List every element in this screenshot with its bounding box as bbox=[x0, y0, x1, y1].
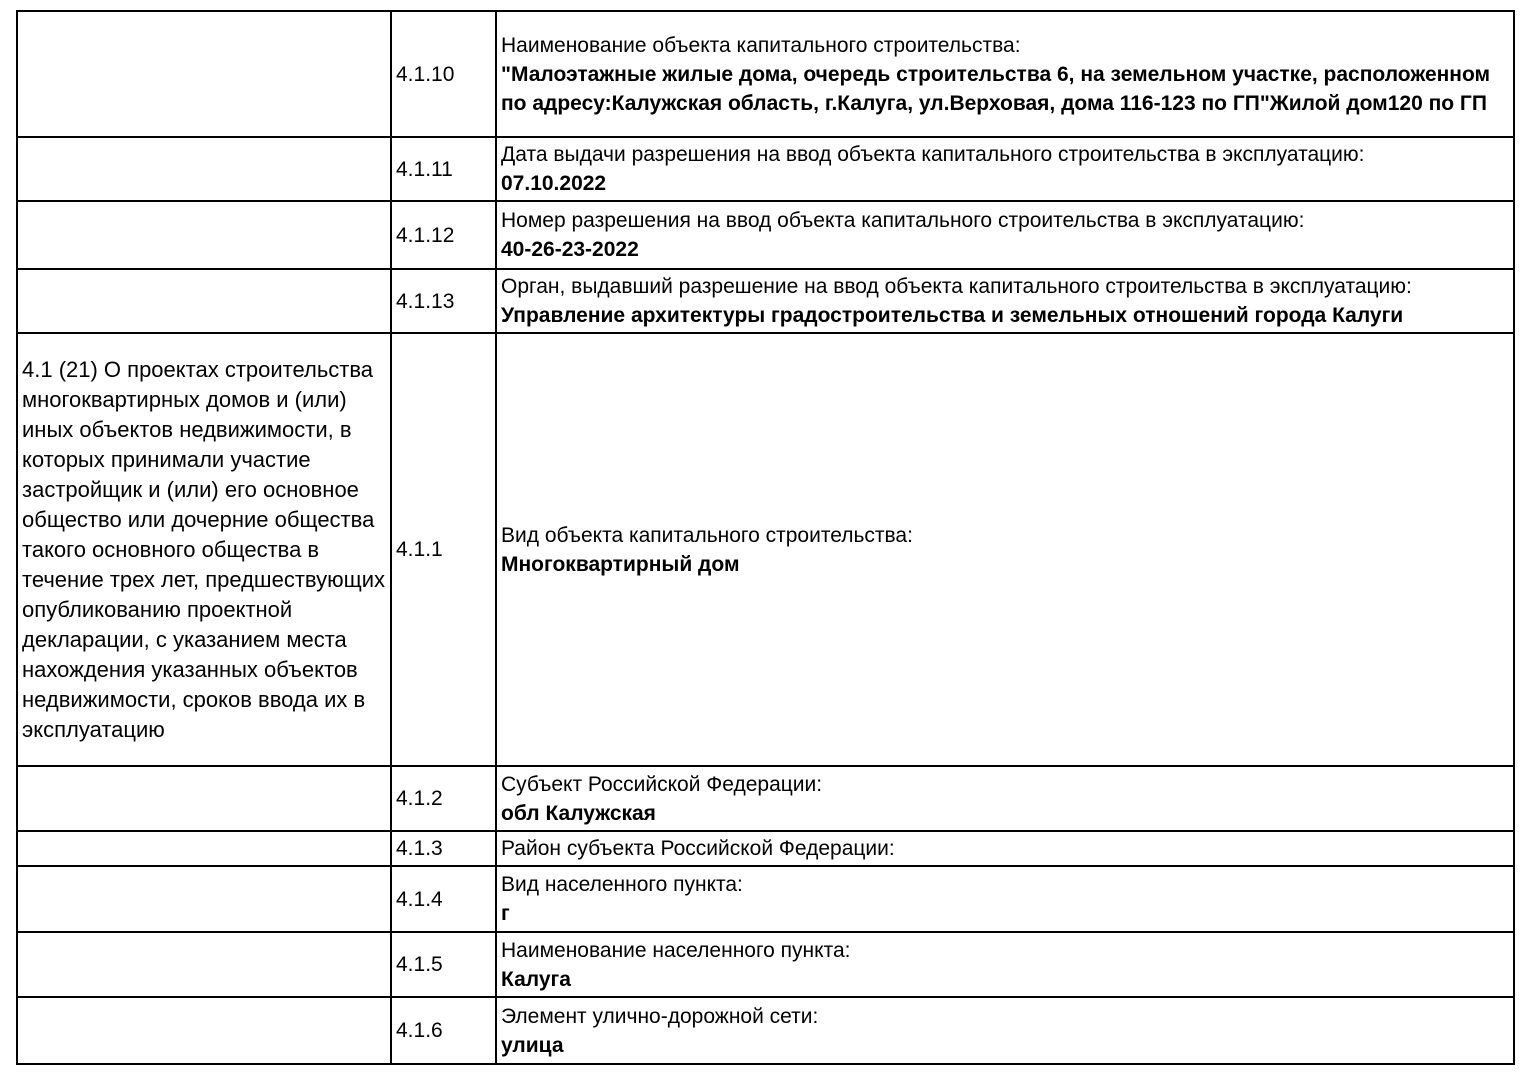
table-row bbox=[17, 269, 1514, 333]
field-value: 07.10.2022 bbox=[501, 172, 607, 195]
row-code: 4.1.10 bbox=[391, 11, 496, 137]
row-code: 4.1.4 bbox=[391, 866, 496, 932]
row-content bbox=[496, 866, 1514, 932]
field-label: Дата выдачи разрешения на ввод объекта капитального строительства в эксплуатацию: bbox=[501, 143, 1365, 166]
section-cell: 4.1 (21) О проектах строительства многоквартирных домов и (или) иных объектов недвижимости, в которых принимали участие застройщик и (или) его основное общество или дочерние общества такого основного общества в течение трех лет, предшествующих опубликованию проектной декларации, с указанием места нахождения указанных объектов недвижимости, сроков ввода их в эксплуатацию bbox=[17, 333, 391, 766]
row-content bbox=[496, 201, 1514, 269]
field-value: "Малоэтажные жилые дома, очередь строительства 6, на земельном участке, расположенном по адресу:Калужская область, г.Калуга, ул.Верховая, дома 116-123 по ГП"Жилой дом120 по ГП bbox=[501, 62, 1491, 115]
field-label: Элемент улично-дорожной сети: bbox=[501, 1004, 819, 1028]
row-content bbox=[496, 997, 1514, 1064]
declaration-table bbox=[16, 10, 1515, 1065]
section-cell bbox=[17, 269, 391, 333]
table-row bbox=[17, 866, 1514, 932]
table-row bbox=[17, 137, 1514, 201]
row-content bbox=[496, 932, 1514, 997]
section-cell bbox=[17, 932, 391, 997]
row-content bbox=[496, 333, 1514, 766]
field-value: улица bbox=[501, 1033, 564, 1057]
row-code: 4.1.1 bbox=[391, 333, 496, 766]
field-label: Наименование населенного пункта: bbox=[501, 938, 851, 962]
table-row bbox=[17, 201, 1514, 269]
row-content bbox=[496, 11, 1514, 137]
row-code: 4.1.12 bbox=[391, 201, 496, 269]
row-code: 4.1.3 bbox=[391, 831, 496, 866]
table-row bbox=[17, 766, 1514, 831]
row-content bbox=[496, 766, 1514, 831]
field-value: г bbox=[501, 902, 510, 925]
field-label: Район субъекта Российской Федерации: bbox=[501, 837, 895, 860]
table-row bbox=[17, 831, 1514, 866]
field-label: Наименование объекта капитального строительства: bbox=[501, 33, 1021, 57]
section-cell bbox=[17, 11, 391, 137]
field-value: Многоквартирный дом bbox=[501, 552, 740, 576]
row-content bbox=[496, 269, 1514, 333]
row-code: 4.1.6 bbox=[391, 997, 496, 1064]
field-value: Управление архитектуры градостроительства и земельных отношений города Калуги bbox=[501, 304, 1404, 327]
section-cell bbox=[17, 831, 391, 866]
row-content bbox=[496, 831, 1514, 866]
field-value: 40-26-23-2022 bbox=[501, 238, 639, 261]
row-code: 4.1.2 bbox=[391, 766, 496, 831]
row-code: 4.1.5 bbox=[391, 932, 496, 997]
field-label: Орган, выдавший разрешение на ввод объекта капитального строительства в эксплуатацию: bbox=[501, 275, 1412, 298]
table-row bbox=[17, 11, 1514, 137]
section-cell bbox=[17, 137, 391, 201]
field-value: Калуга bbox=[501, 967, 571, 991]
field-label: Субъект Российской Федерации: bbox=[501, 772, 823, 796]
table-row bbox=[17, 333, 1514, 766]
field-value: обл Калужская bbox=[501, 801, 656, 825]
row-code: 4.1.11 bbox=[391, 137, 496, 201]
field-label: Вид объекта капитального строительства: bbox=[501, 523, 913, 547]
field-label: Номер разрешения на ввод объекта капитального строительства в эксплуатацию: bbox=[501, 209, 1305, 232]
section-cell bbox=[17, 866, 391, 932]
table-row bbox=[17, 932, 1514, 997]
section-cell bbox=[17, 997, 391, 1064]
field-label: Вид населенного пункта: bbox=[501, 873, 743, 896]
table-row bbox=[17, 997, 1514, 1064]
row-content bbox=[496, 137, 1514, 201]
section-cell bbox=[17, 201, 391, 269]
section-cell bbox=[17, 766, 391, 831]
row-code: 4.1.13 bbox=[391, 269, 496, 333]
